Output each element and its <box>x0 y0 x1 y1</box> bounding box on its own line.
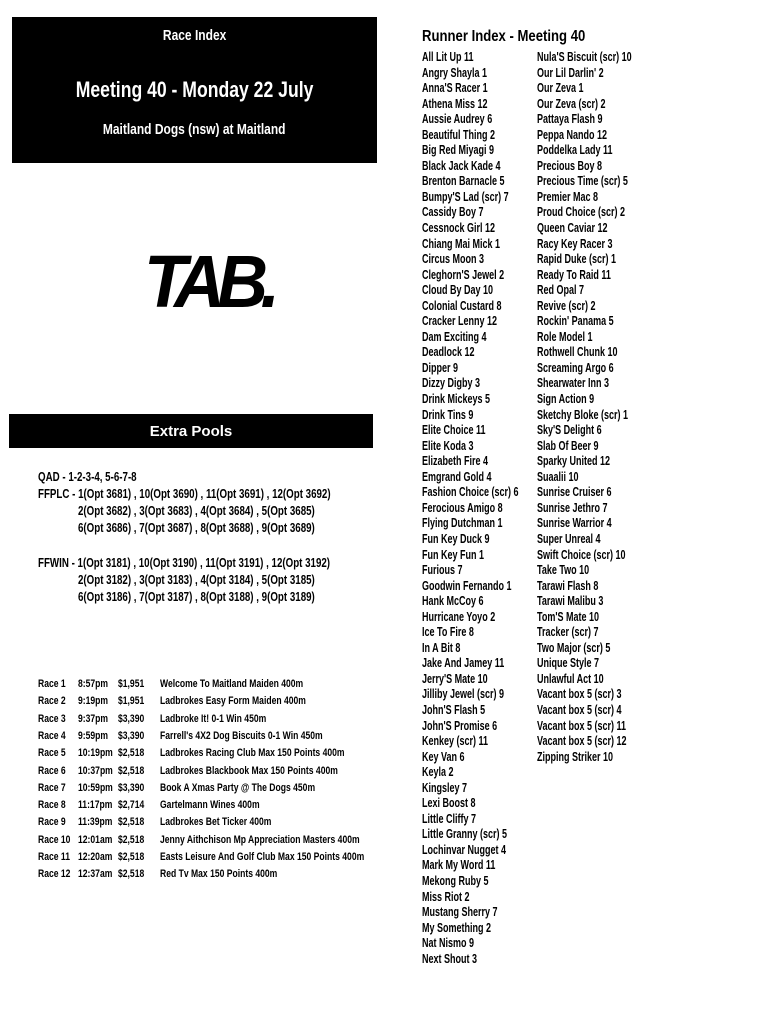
runner-entry: Swift Choice (scr) 10 <box>537 547 626 562</box>
runner-entry: Two Major (scr) 5 <box>537 640 611 655</box>
race-number: Race 4 <box>38 729 66 742</box>
runner-entry: Vacant box 5 (scr) 3 <box>537 687 622 702</box>
runner-entry: Beautiful Thing 2 <box>422 127 496 142</box>
runner-entry: Colonial Custard 8 <box>422 298 502 313</box>
runner-entry: Little Granny (scr) 5 <box>422 827 508 842</box>
runner-entry: Cleghorn'S Jewel 2 <box>422 267 505 282</box>
pool-qad: QAD - 1-2-3-4, 5-6-7-8 <box>38 470 137 484</box>
race-name: Ladbroke It! 0-1 Win 450m <box>160 712 267 725</box>
race-number: Race 7 <box>38 781 66 794</box>
runner-column-1 <box>422 50 556 967</box>
runner-entry: Fun Key Duck 9 <box>422 531 490 546</box>
race-prize: $1,951 <box>118 678 145 690</box>
venue-title: Maitland Dogs (nsw) at Maitland <box>103 121 286 138</box>
runner-entry: Cassidy Boy 7 <box>422 205 484 220</box>
runner-entry: Role Model 1 <box>537 329 593 344</box>
pool-ffplc-line2: 2(Opt 3682) , 3(Opt 3683) , 4(Opt 3684) , 5(Opt 3685) <box>78 504 315 518</box>
race-name: Easts Leisure And Golf Club Max 150 Points 400m <box>160 851 365 863</box>
runner-entry: Cracker Lenny 12 <box>422 314 498 329</box>
runner-entry: Brenton Barnacle 5 <box>422 174 505 189</box>
race-time: 9:19pm <box>78 695 109 708</box>
runner-entry: Dipper 9 <box>422 360 459 375</box>
race-number: Race 3 <box>38 712 66 725</box>
race-name: Gartelmann Wines 400m <box>160 799 260 812</box>
runner-entry: Tarawi Malibu 3 <box>537 594 604 609</box>
runner-entry: Hank McCoy 6 <box>422 594 484 609</box>
runner-entry: Mekong Ruby 5 <box>422 873 489 888</box>
race-number: Race 12 <box>38 868 71 881</box>
runner-entry: Precious Time (scr) 5 <box>537 174 628 189</box>
runner-entry: Red Opal 7 <box>537 283 585 298</box>
pool-ffwin-line2: 2(Opt 3182) , 3(Opt 3183) , 4(Opt 3184) , 5(Opt 3185) <box>78 573 315 587</box>
runner-entry: Unique Style 7 <box>537 656 600 671</box>
runner-entry: Peppa Nando 12 <box>537 127 608 142</box>
race-time: 10:19pm <box>78 747 113 760</box>
runner-entry: Miss Riot 2 <box>422 889 470 904</box>
runner-entry: Pattaya Flash 9 <box>537 112 603 127</box>
runner-entry: Shearwater Inn 3 <box>537 376 610 391</box>
runner-entry: Racy Key Racer 3 <box>537 236 613 251</box>
runner-entry: Black Jack Kade 4 <box>422 158 501 173</box>
runner-entry: Our Zeva 1 <box>537 81 584 96</box>
race-prize: $1,951 <box>118 695 145 708</box>
runner-entry: Our Lil Darlin' 2 <box>537 65 604 80</box>
runner-entry: Rapid Duke (scr) 1 <box>537 252 617 267</box>
runner-entry: Circus Moon 3 <box>422 252 485 267</box>
runner-index-title: Runner Index - Meeting 40 <box>422 28 586 45</box>
runner-entry: Super Unreal 4 <box>537 531 601 546</box>
race-time: 10:59pm <box>78 781 113 794</box>
runner-entry: Rockin' Panama 5 <box>537 314 614 329</box>
runner-entry: Cessnock Girl 12 <box>422 221 496 236</box>
race-name: Farrell's 4X2 Dog Biscuits 0-1 Win 450m <box>160 729 323 742</box>
race-time: 11:17pm <box>78 799 113 812</box>
runner-entry: Drink Mickeys 5 <box>422 392 491 407</box>
runner-entry: Vacant box 5 (scr) 4 <box>537 702 622 717</box>
runner-entry: Big Red Miyagi 9 <box>422 143 495 158</box>
runner-entry: Suaalii 10 <box>537 469 579 484</box>
race-prize: $2,714 <box>118 799 145 812</box>
race-name: Ladbrokes Bet Ticker 400m <box>160 816 272 829</box>
race-name: Book A Xmas Party @ The Dogs 450m <box>160 781 316 794</box>
runner-entry: Mustang Sherry 7 <box>422 905 498 920</box>
runner-entry: Take Two 10 <box>537 563 590 578</box>
runner-entry: Lexi Boost 8 <box>422 796 476 811</box>
runner-entry: Slab Of Beer 9 <box>537 438 599 453</box>
runner-entry: Kingsley 7 <box>422 780 468 795</box>
runner-entry: Fashion Choice (scr) 6 <box>422 485 519 500</box>
runner-entry: Ready To Raid 11 <box>537 267 611 282</box>
runner-entry: Flying Dutchman 1 <box>422 516 503 531</box>
runner-entry: Tom'S Mate 10 <box>537 609 599 624</box>
runner-entry: Deadlock 12 <box>422 345 475 360</box>
race-time: 12:37am <box>78 868 113 881</box>
runner-entry: Proud Choice (scr) 2 <box>537 205 626 220</box>
runner-entry: Jilliby Jewel (scr) 9 <box>422 687 505 702</box>
runner-entry: Cloud By Day 10 <box>422 283 494 298</box>
race-time: 11:39pm <box>78 816 113 829</box>
runner-entry: Queen Caviar 12 <box>537 221 608 236</box>
runner-entry: My Something 2 <box>422 920 492 935</box>
runner-entry: Dizzy Digby 3 <box>422 376 481 391</box>
race-name: Ladbrokes Racing Club Max 150 Points 400m <box>160 747 345 760</box>
race-time: 12:01am <box>78 833 113 846</box>
race-name: Jenny Aithchison Mp Appreciation Masters 400m <box>160 833 360 846</box>
runner-entry: Kenkey (scr) 11 <box>422 734 489 749</box>
runner-entry: Elizabeth Fire 4 <box>422 454 489 469</box>
runner-entry: Tracker (scr) 7 <box>537 625 599 640</box>
race-prize: $2,518 <box>118 764 145 777</box>
runner-entry: Anna'S Racer 1 <box>422 81 488 96</box>
runner-entry: Poddelka Lady 11 <box>537 143 613 158</box>
extra-pools-header <box>9 414 373 448</box>
runner-entry: Screaming Argo 6 <box>537 360 614 375</box>
runner-entry: Hurricane Yoyo 2 <box>422 609 496 624</box>
race-number: Race 10 <box>38 833 71 846</box>
race-number: Race 1 <box>38 678 66 690</box>
race-name: Ladbrokes Blackbook Max 150 Points 400m <box>160 764 338 777</box>
runner-entry: All Lit Up 11 <box>422 50 474 64</box>
runner-entry: Our Zeva (scr) 2 <box>537 96 606 111</box>
runner-entry: Vacant box 5 (scr) 11 <box>537 718 627 733</box>
race-number: Race 11 <box>38 851 70 863</box>
race-time: 9:59pm <box>78 729 109 742</box>
runner-entry: Sketchy Bloke (scr) 1 <box>537 407 629 422</box>
runner-entry: Vacant box 5 (scr) 12 <box>537 734 627 749</box>
tab-logo-text: TAB. <box>144 240 273 323</box>
runner-entry: Keyla 2 <box>422 765 454 780</box>
runner-entry: Key Van 6 <box>422 749 465 764</box>
runner-entry: Sign Action 9 <box>537 392 595 407</box>
runner-entry: Fun Key Fun 1 <box>422 547 485 562</box>
runner-entry: Sparky United 12 <box>537 454 611 469</box>
runner-entry: Jerry'S Mate 10 <box>422 671 488 686</box>
race-name: Red Tv Max 150 Points 400m <box>160 868 278 881</box>
runner-entry: Precious Boy 8 <box>537 158 603 173</box>
runner-entry: John'S Flash 5 <box>422 702 486 717</box>
race-prize: $2,518 <box>118 851 145 863</box>
pool-ffwin-line1: FFWIN - 1(Opt 3181) , 10(Opt 3190) , 11(Opt 3191) , 12(Opt 3192) <box>38 556 331 570</box>
runner-entry: Sunrise Cruiser 6 <box>537 485 612 500</box>
runner-entry: Sunrise Warrior 4 <box>537 516 612 531</box>
runner-column-2 <box>537 50 669 765</box>
runner-entry: Athena Miss 12 <box>422 96 488 111</box>
race-prize: $3,390 <box>118 712 145 725</box>
runner-entry: Zipping Striker 10 <box>537 749 614 764</box>
runner-entry: In A Bit 8 <box>422 640 461 655</box>
pool-ffplc-line3: 6(Opt 3686) , 7(Opt 3687) , 8(Opt 3688) , 9(Opt 3689) <box>78 521 315 535</box>
runner-entry: Tarawi Flash 8 <box>537 578 599 593</box>
runner-entry: Aussie Audrey 6 <box>422 112 493 127</box>
runner-entry: Ice To Fire 8 <box>422 625 474 640</box>
runner-entry: Angry Shayla 1 <box>422 65 488 80</box>
race-prize: $2,518 <box>118 747 145 760</box>
race-index-header <box>12 17 377 163</box>
pool-ffwin-line3: 6(Opt 3186) , 7(Opt 3187) , 8(Opt 3188) , 9(Opt 3189) <box>78 590 315 604</box>
race-time: 10:37pm <box>78 764 113 777</box>
race-name: Welcome To Maitland Maiden 400m <box>160 678 304 690</box>
race-number: Race 5 <box>38 747 66 760</box>
runner-entry: Elite Choice 11 <box>422 423 486 438</box>
race-time: 12:20am <box>78 851 113 863</box>
runner-entry: Premier Mac 8 <box>537 189 599 204</box>
runner-entry: Mark My Word 11 <box>422 858 496 873</box>
race-index-title: Race Index <box>162 27 227 44</box>
race-number: Race 8 <box>38 799 66 812</box>
race-number: Race 2 <box>38 695 66 708</box>
race-prize: $2,518 <box>118 868 145 881</box>
runner-entry: Emgrand Gold 4 <box>422 469 492 484</box>
runner-entry: Drink Tins 9 <box>422 407 474 422</box>
runner-entry: Dam Exciting 4 <box>422 329 487 344</box>
race-prize: $2,518 <box>118 816 145 829</box>
runner-entry: Little Cliffy 7 <box>422 811 477 826</box>
runner-entry: John'S Promise 6 <box>422 718 498 733</box>
race-number: Race 9 <box>38 816 66 829</box>
runner-entry: Lochinvar Nugget 4 <box>422 842 507 857</box>
runner-entry: Sunrise Jethro 7 <box>537 500 608 515</box>
runner-entry: Bumpy'S Lad (scr) 7 <box>422 189 509 204</box>
runner-entry: Nat Nismo 9 <box>422 936 475 951</box>
runner-entry: Chiang Mai Mick 1 <box>422 236 501 251</box>
race-prize: $3,390 <box>118 729 145 742</box>
race-name: Ladbrokes Easy Form Maiden 400m <box>160 695 306 708</box>
runner-entry: Sky'S Delight 6 <box>537 423 602 438</box>
runner-entry: Furious 7 <box>422 563 463 578</box>
runner-entry: Elite Koda 3 <box>422 438 474 453</box>
runner-entry: Ferocious Amigo 8 <box>422 500 503 515</box>
meeting-title: Meeting 40 - Monday 22 July <box>75 77 314 102</box>
runner-entry: Next Shout 3 <box>422 951 478 966</box>
runner-entry: Goodwin Fernando 1 <box>422 578 512 593</box>
tab-logo <box>144 240 273 325</box>
race-number: Race 6 <box>38 764 66 777</box>
runner-entry: Rothwell Chunk 10 <box>537 345 618 360</box>
runner-entry: Unlawful Act 10 <box>537 671 604 686</box>
extra-pools-title: Extra Pools <box>149 423 233 440</box>
runner-entry: Jake And Jamey 11 <box>422 656 505 671</box>
pool-ffplc-line1: FFPLC - 1(Opt 3681) , 10(Opt 3690) , 11(Opt 3691) , 12(Opt 3692) <box>38 487 331 501</box>
race-time: 8:57pm <box>78 678 109 690</box>
runner-entry: Revive (scr) 2 <box>537 298 596 313</box>
runner-entry: Nula'S Biscuit (scr) 10 <box>537 50 632 64</box>
race-prize: $3,390 <box>118 781 145 794</box>
race-time: 9:37pm <box>78 712 109 725</box>
race-prize: $2,518 <box>118 833 145 846</box>
